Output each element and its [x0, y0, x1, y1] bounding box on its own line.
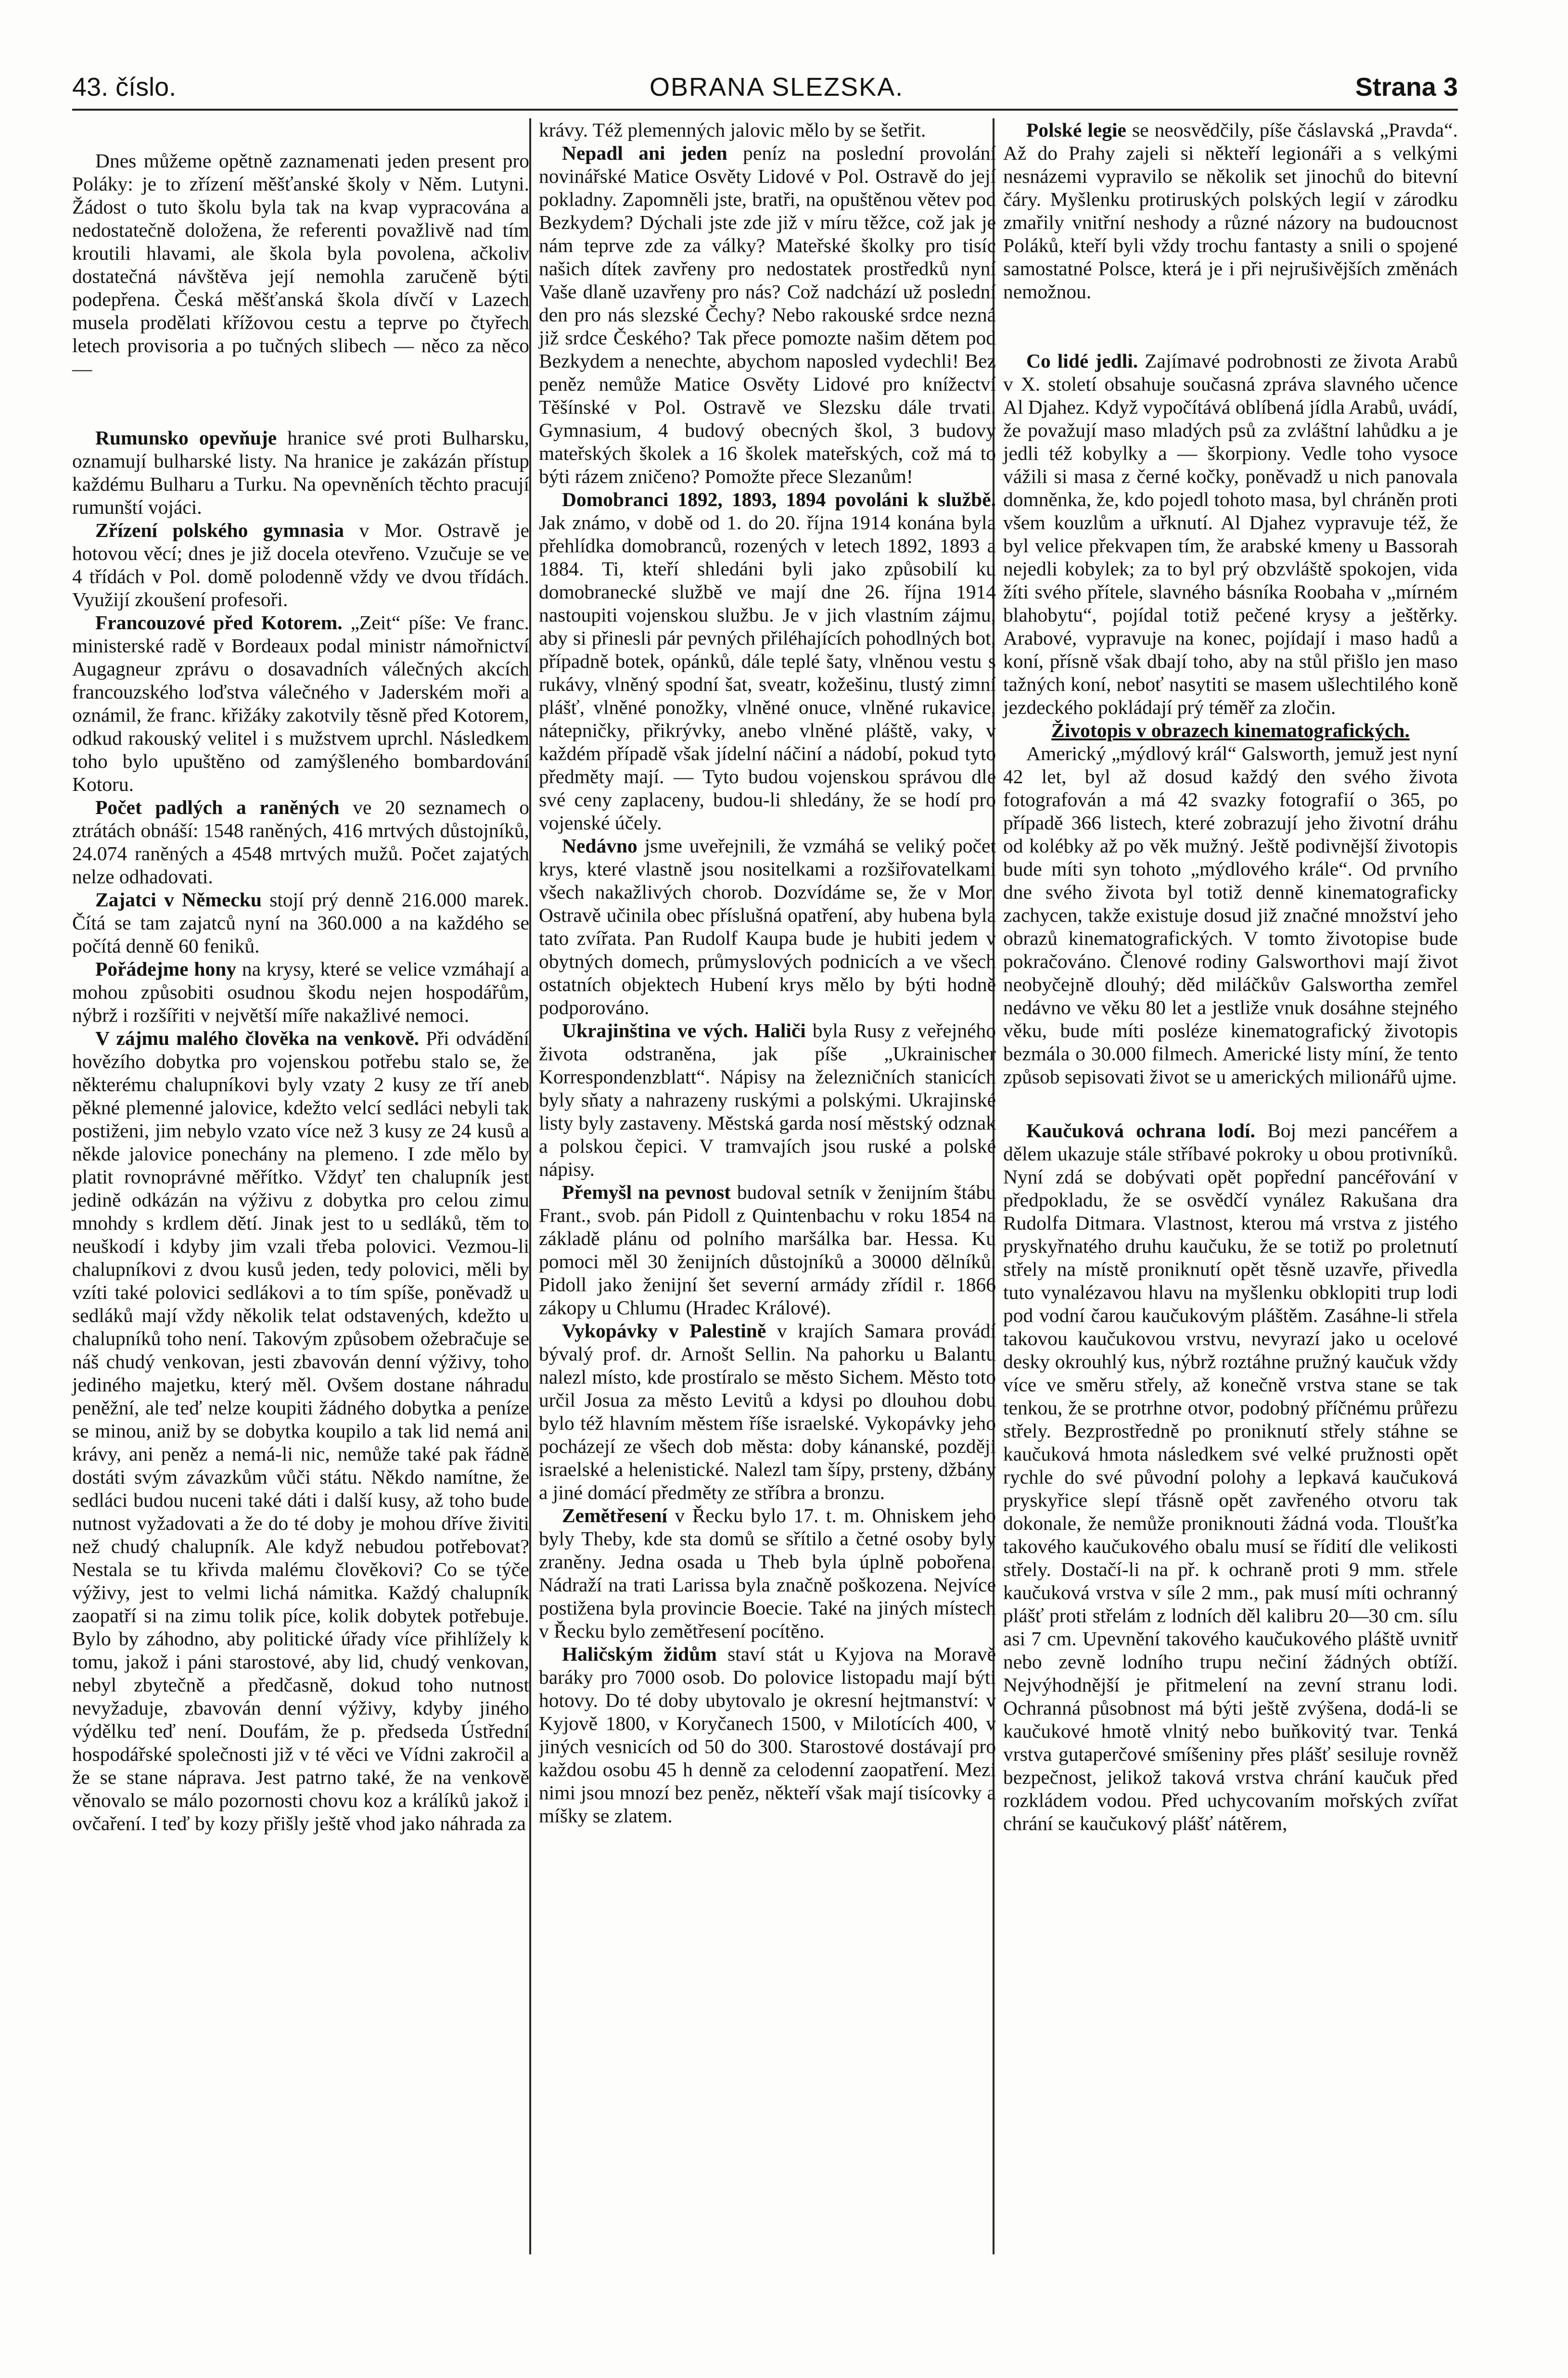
article-heading: Zajatci v Německu [95, 889, 262, 911]
article-body: v Řecku bylo 17. t. m. Ohniskem jeho byly Theby, kde sta domů se sřítilo a četné osoby byly zraněny. Jedna osada u Theb byla úplně pobořena. Nádraží na trati Larissa byla značně poškozena. Nejvíce postižena byla provincie Boecie. Také na jiných místech v Řecku bylo zemětřesení pocítěno. [539, 1504, 996, 1642]
article-heading: Co lidé jedli. [1026, 350, 1138, 372]
article-body: Americký „mýdlový král“ Galsworth, jemuž jest nyní 42 let, byl až dosud každý den svého života fotografován a má 42 svazky fotografií o 365, po případě 366 listech, které zobrazují jeho životní dráhu od kolébky až po věk mužný. Ještě podivnější životopis bude míti syn tohoto „mýdlového krále“. Od prvního dne svého života byl totiž denně kinematograficky zachycen, takže existuje dosud již značné množství jeho obrazů kinematografických. V tomto životopise bude pokračováno. Členové rodiny Galsworthovi mají život neobyčejně dlouhý; děd miláčkův Galswortha zemřel nedávno ve věku 80 let a jestliže vnuk dosáhne stejného věku, bude míti posléze kinematografický životopis bezmála o 30.000 filmech. Americké listy míní, že tento způsob sepisovati život se u amerických milionářů ujme. [1003, 742, 1458, 1088]
article-body: staví stát u Kyjova na Moravě baráky pro 7000 osob. Do polovice listopadu mají býti hotovy. Do té doby ubytovalo je okresní hejtmanství: v Kyjově 1800, v Koryčanech 1500, v Milotících 400, v jiných vesnicích od 50 do 300. Starostové dostávají pro každou osobu 45 h denně za celodenní zaopatření. Mezi nimi jsou mnozí bez peněz, někteří však mají tisícovky a míšky se zlatem. [539, 1643, 996, 1827]
article [72, 796, 529, 888]
article-heading: Počet padlých a raněných [95, 796, 340, 818]
article [539, 1019, 996, 1181]
article [539, 141, 996, 488]
article-heading: Kaučuková ochrana lodí. [1026, 1119, 1255, 1142]
article [539, 1319, 996, 1504]
article-body: Zajímavé podrobnosti ze života Arabů v X. století obsahuje současná zpráva slavného učence Al Djahez. Když vypočítává oblíbená jídla Arabů, uvádí, že považují maso mladých psů za zvláštní lahůdku a je jedli též kobylky a — škorpiony. Vedle toho vysoce vážili si masa z černé kočky, poněvadž u nich panovala domněnka, že, kdo pojedl tohoto masa, byl chráněn proti všem kouzlům a uřknutí. Al Djahez vypravuje též, že byl velice překvapen tím, že arabské kmeny u Bassorah nejedli kobylek; za to byl prý obzvláště spokojen, vida žíti svého přítele, slavného básníka Roobaha v „mírném blahobytu“, pojídal totiž pečené krysy a ještěrky. Arabové, vypravuje na konec, pojídají i maso hadů a koní, přísně však dbají toho, aby na stůl přišlo jen maso tažných koní, neboť nasytiti se masem ušlechtilého koně jezdeckého pokládají prý téměř za zločin. [1003, 350, 1458, 718]
article-body: budoval setník v ženijním štábu Frant., svob. pán Pidoll z Quintenbachu v roku 1854 na základě plánu od polního maršálka bar. Hessa. Ku pomoci měl 30 ženijních důstojníků a 30000 dělníků. Pidoll jako ženijní šet severní armády zřídil r. 1866 zákopy u Chlumu (Hradec Králové). [539, 1181, 996, 1319]
article-body: „Zeit“ píše: Ve franc. ministerské radě v Bordeaux podal ministr námořnictví Augagneur zprávu o dosavadních válečných akcích francouzského loďstva válečného v Jaderském moři a oznámil, že franc. křižáky zakotvily těsně před Kotorem, odkud rakouský velitel i s mužstvem uprchl. Následkem toho bylo upuštěno od zamýšleného bombardování Kotoru. [72, 611, 530, 795]
article-body: stojí prý denně 216.000 marek. Čítá se tam zajatců nyní na 360.000 a na každého se počítá denně 60 feniků. [72, 889, 530, 957]
page-header [72, 72, 1458, 111]
header-rule [72, 109, 1458, 111]
article-heading: Nepadl ani jeden [562, 142, 727, 164]
article-heading: Zemětřesení [562, 1504, 667, 1526]
article [72, 611, 529, 796]
article-body: byla Rusy z veřejného života odstraněna, jak píše „Ukrainischer Korrespondenzblatt“. Nápisy na železničních stanicích byly sňaty a nahrazeny ruskými a polskými. Ukrajinské listy byly zastaveny. Městská garda nosí městský odznak a polskou čepici. V tramvajích jsou ruské a polské nápisy. [539, 1019, 996, 1180]
article-body: Boj mezi pancéřem a dělem ukazuje stále stříbavé pokroky u obou protivníků. Nyní zdá se dobývati opět popřední pancéřování v předpokladu, že se osvědčí vynález Rakušana dra Rudolfa Ditmara. Vlastnost, kterou má vrstva z jistého pryskyřnatého druhu kaučuku, že se totiž po proletnutí střely na místě proniknutí opět těsně uzavře, přivedla tuto vynalézavou hlavu na myšlenku obklopiti trup lodi pod vodní čarou kaučukovým pláštěm. Zasáhne-li střela takovou kaučukovou vrstvu, nevyrazí jako u ocelové desky okrouhlý kus, nýbrž roztáhne pružný kaučuk vždy více ve směru střely, až konečně vrstva stane se tak tenkou, že se protrhne otvor, podobný příčnému průřezu střely. Bezprostředně po proniknutí střely stáhne se kaučuková hmota následkem své velké pružnosti opět rychle do své původní polohy a lepkavá kaučuková pryskyřice slepí třásně opět zavřeného otvoru tak dokonale, že nemůže proniknouti žádná voda. Tloušťka takového kaučukového obalu musí se řídití dle velikosti střely. Dostačí-li na př. k ochraně proti 9 mm. střele kaučuková vrstva v síle 2 mm., pak musí míti ochranný plášť proti střelám z lodních děl kalibru 20—30 cm. sílu asi 7 cm. Upevnění takového kaučukového pláště uvnitř nebo zevně lodního trupu nečiní žádných obtíží. Nejvýhodnější je přitmelení na zevní stranu lodi. Ochranná působnost má býti ještě zvýšena, dodá-li se kaučukové hmotě vlnitý nebo buňkovitý tvar. Tenká vrstva gutaperčové smíšeniny přes plášť sesiluje rovněž bezpečnost, jelikož taková vrstva chrání kaučuk před rozkládem vodou. Před uchycovaním mořských zvířat chrání se kaučukový plášť nátěrem, [1003, 1119, 1458, 1834]
article [1003, 1119, 1458, 1835]
article [1003, 118, 1458, 303]
article-body: Při odvádění hovězího dobytka pro vojenskou potřebu stalo se, že některému chalupníkovi byly vzaty 2 kusy ze tří aneb pěkné plemenné jalovice, kdežto velcí sedláci nebyli tak postiženi, jim nebylo vzato více než 3 kusy ze 24 kusů a někde jalovice ponechány na plemeno. I zde mělo by platit rovnoprávné měřítko. Vždyť ten chalupník jest jedině odkázán na výživu z dobytka pro celou zimu mnohdy s krdlem dětí. Jinak jest to u sedláků, těm to neuškodí i kdyby jim vzali třeba polovici. Vezmou-li chalupníkovi z dvou kusů jeden, tedy polovici, měli by vzíti také polovici sedlákovi a to tím spíše, poněvadž u sedláků mají vždy několik telat odstavených, kdežto u chalupníků toho není. Takovým způsobem ožebračuje se náš chudý venkovan, jesti zbavován denní výživy, toho jediného majetku, který měl. Ovšem dostane náhradu peněžní, ale teď nelze koupiti žádného dobytka a peníze se minou, aniž by se dobytka koupilo a tak lid nemá ani krávy, ani peněz a nemá-li nic, nemůže také pak řádně dostáti svým závazkům vůči státu. Někdo namítne, že sedláci budou nuceni také dáti i další kusy, až toho bude nutnost vyžadovati a že do té doby je mohou dříve živiti než chudý chalupník. Ale když nebudou potřebovat? Nestala se tu křivda malému člověkovi? Co se týče výživy, jest to velmi lichá námitka. Každý chalupník zaopatří si na zimu tolik píce, kolik dobytek potřebuje. Bylo by záhodno, aby politické úřady více přihlížely k tomu, jakož i páni starostové, aby lid, chudý venkovan, nebyl zbytečně a předčasně, dokud toho nutnost nevyžaduje, zbavován denní výživy, kdyby jiného výdělku teď není. Doufám, že p. předseda Ústřední hospodářské společnosti již v té věci ve Vídni zakročil a že se stane náprava. Jest patrno také, že na venkově věnovalo se málo pozornosti chovu koz a králíků jakož i ovčaření. I teď by kozy přišly ještě vhod jako náhrada za [72, 1027, 529, 1834]
column-2 [539, 118, 996, 1827]
article-heading: Ukrajinština ve vých. Haliči [562, 1019, 806, 1042]
article [72, 957, 529, 1027]
article-heading: Zřízení polského gymnasia [95, 519, 344, 541]
article [72, 426, 529, 519]
article [539, 1181, 996, 1319]
article-heading: V zájmu malého člověka na venkově. [95, 1027, 420, 1049]
article [1003, 349, 1458, 719]
article-heading: Přemyšl na pevnost [562, 1181, 731, 1203]
article-body: peníz na poslední provolání novinářské Matice Osvěty Lidové v Pol. Ostravě do její pokladny. Zapomněli jste, bratři, na opuštěnou větev pod Bezkydem? Dýchali jste zde již v míru těžce, což jak je nám teprve zde za války? Mateřské školky pro tisíc našich dítek zavřeny pro nedostatek prostředků nyní Vaše dlaně uzavřeny pro nás? Což nadchází už poslední den pro nás slezské Čechy? Nebo rakouské srdce nezná již srdce Českého? Tak přece pomozte našim dětem pod Bezkydem a nenechte, abychom naposled vydechli! Bez peněz nemůže Matice Osvěty Lidové pro knížectví Těšínské v Pol. Ostravě ve Slezsku dále trvati. Gymnasium, 4 budový obecných škol, 3 budovy mateřských školek a 16 školek mateřských, což má to býti rázem zničeno? Pomožte přece Slezanům! [539, 142, 996, 487]
article [72, 1027, 529, 1835]
article-body: na krysy, které se velice vzmáhají a mohou způsobiti osudnou škodu nejen hospodářům, nýbrž i rozšířiti v největší míře nakažlivé nemoci. [72, 958, 529, 1026]
article-continuation: krávy. Též plemenných jalovic mělo by se šetřit. [539, 119, 926, 141]
article-heading: Vykopávky v Palestině [562, 1320, 766, 1342]
article [539, 1504, 996, 1642]
article [539, 1642, 996, 1827]
article-body: jsme uveřejnili, že vzmáhá se veliký počet krys, které vlastně jsou nositelkami a rozšiřovatelkami všech nakažlivých chorob. Dozvídáme se, že v Mor. Ostravě učinila obec příslušná opatření, aby hubena byla tato zvířata. Pan Rudolf Kaupa bude je hubiti jedem v obytných domech, průmyslových podnicích a ve všech ostatních objektech Hubení krys mělo by býti hodně podporováno. [539, 835, 996, 1018]
article [72, 888, 529, 957]
article-body: v krajích Samara provádí bývalý prof. dr. Arnošt Sellin. Na pahorku u Balantu nalezl místo, kde prostíralo se město Sichem. Město toto určil Josua za město Levitů a kdysi po dlouhou dobu bylo též hlavním městem říše israelské. Vykopávky jeho pocházejí ze všech dob města: doby kánanské, později israelské a helenistické. Nalezl tam šípy, prsteny, džbány a jiné domácí předměty ze stříbra a bronzu. [539, 1320, 996, 1503]
article-heading: Pořádejme hony [95, 958, 237, 980]
issue-number: 43. číslo. [72, 73, 177, 102]
column-3 [1003, 118, 1458, 1835]
article-heading: Polské legie [1026, 119, 1126, 141]
article-body: ve 20 seznamech o ztrátách obnáší: 1548 raněných, 416 mrtvých důstojníků, 24.074 raněných a 4548 mrtvých mužů. Počet zajatých nelze odhadovati. [72, 796, 530, 888]
article-heading: Domobranci 1892, 1893, 1894 povoláni k službě. [562, 488, 996, 510]
article-body: Jak známo, v době od 1. do 20. října 1914 konána byla přehlídka domobranců, rozených v letech 1892, 1893 a 1884. Ti, kteří shledáni byli jako způsobilí ku domobranecké službě ve mají dne 26. října 1914 nastoupiti vojenskou službu. Je v jich vlastním zájmu, aby si přinesli pár pevných přiléhajících pohodlných bot, případně botek, opánků, dále teplé šaty, vlněnou vestu s rukávy, vlněný spodní šat, sveatr, kožešinu, tlustý zimní plášť, vlněné ponožky, vlněné onuce, vlněné rukavice, nátepničky, přikrývky, anebo vlněné pláště, vaky, v každém případě však jídelní náčiní a nádobí, pokud tyto předměty mají. — Tyto budou vojenskou správou dle své ceny zaplaceny, budou-li shledány, že se hodí pro vojenské účely. [539, 511, 996, 834]
article-heading: Haličským židům [562, 1643, 717, 1665]
article-heading: Rumunsko opevňuje [95, 427, 277, 449]
article-body: se neosvědčily, píše čáslavská „Pravda“. Až do Prahy zajeli si někteří legionáři a s velkými nesnázemi vypravilo se několik set jinochů do bitevní čáry. Myšlenku protiruských polských legií v zárodku zmařily vnitřní neshody a různé názory na budoucnost Poláků, kteří byli vždy trochu fantasty a snili o spojené samostatné Polsce, která je i při nejrušivějších změnách nemožnou. [1003, 119, 1458, 303]
article-heading: Francouzové před Kotorem. [95, 611, 343, 634]
newspaper-title: OBRANA SLEZSKA. [650, 73, 904, 102]
article-intro: Dnes můžeme opětně zaznamenati jeden present pro Poláky: je to zřízení měšťanské školy v Něm. Lutyni. Žádost o tuto školu byla tak na kvap vypracována a nedostatečně doložena, že referenti považlivě nad tím kroutili hlavami, ale škola byla povolena, ačkoliv dostatečná návštěva její nemohla zaručeně býti podepřena. Česká měšťanská škola dívčí v Lazech musela prodělati křížovou cestu a teprve po čtyřech letech provisoria a po tučných slibech — něco za něco — [72, 150, 529, 380]
page-number: Strana 3 [1355, 73, 1458, 102]
column-1 [72, 118, 529, 1835]
article [72, 519, 529, 611]
column-divider [529, 118, 531, 2254]
article [539, 488, 996, 834]
article-body: hranice své proti Bulharsku, oznamují bulharské listy. Na hranice je zakázán přístup každému Bulharu a Turku. Na opevněních těchto pracují rumunští vojáci. [72, 427, 529, 518]
article [539, 834, 996, 1019]
article-body: v Mor. Ostravě je hotovou věcí; dnes je již docela otevřeno. Vzučuje se ve 4 třídách v Pol. domě polodenně vždy ve dvou třídách. Využijí zkoušení profesoři. [72, 519, 529, 610]
article-heading: Nedávno [562, 835, 637, 857]
article-heading: Životopis v obrazech kinematografických. [1051, 719, 1410, 741]
